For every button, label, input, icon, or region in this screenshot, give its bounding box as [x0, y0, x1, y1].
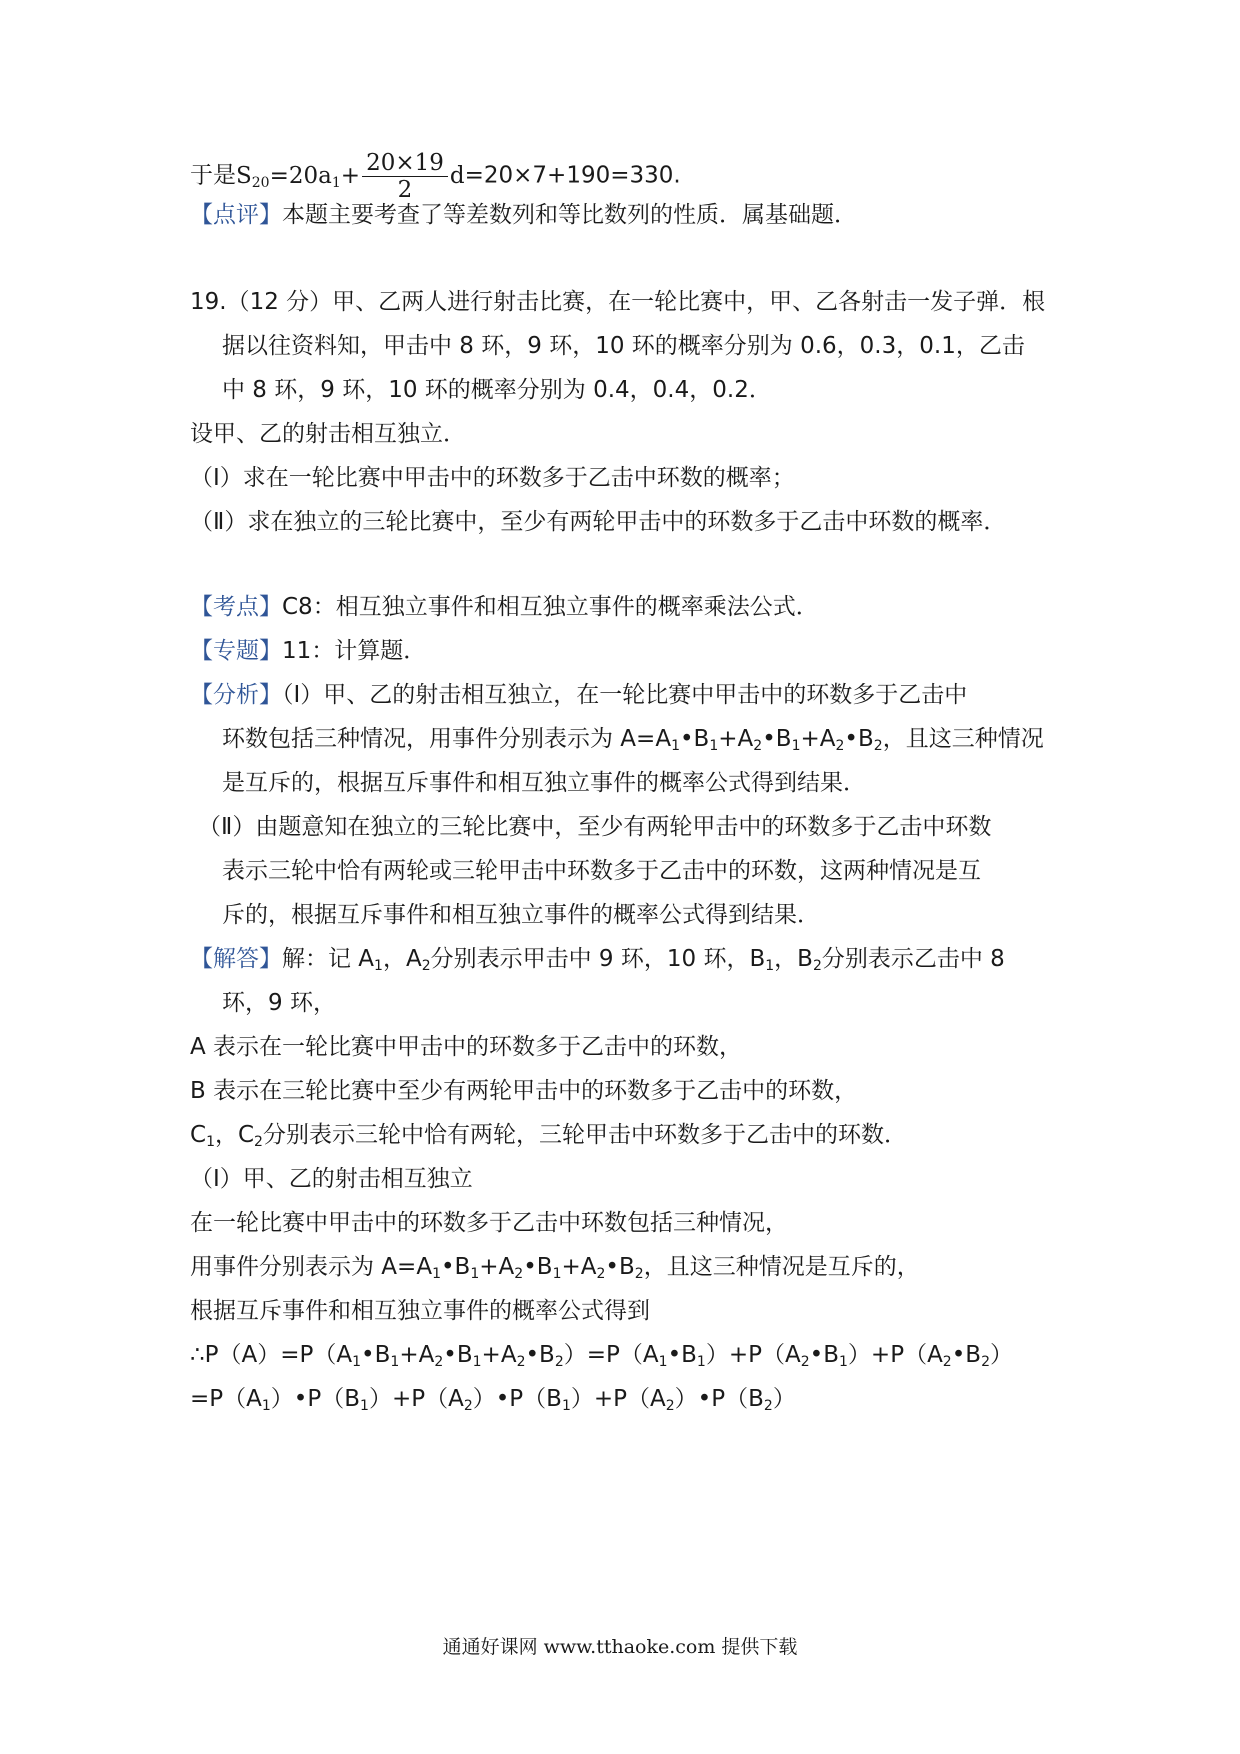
fenxi-text-2a: 环数包括三种情况，用事件分别表示为 A=A: [222, 726, 672, 752]
kaodian-text: C8：相互独立事件和相互独立事件的概率乘法公式．: [282, 594, 819, 620]
formula-rest: =20×7+190=330.: [464, 162, 681, 189]
jieda-text-8b: ，且这三种情况是互斥的，: [643, 1254, 920, 1280]
fenxi-line-3: 是互斥的，根据互斥事件和相互独立事件的概率公式得到结果．: [222, 770, 866, 796]
fenxi-text-1: （Ⅰ）甲、乙的射击相互独立，在一轮比赛中甲击中的环数多于乙击中: [282, 682, 968, 708]
jieda-text-1d: ，B: [774, 946, 813, 972]
fenxi-line-2: 环数包括三种情况，用事件分别表示为 $A=A_1•B_1+A_2•B_1+A_2•B_2$，且这三种情况: [222, 726, 1044, 754]
fenxi-text-2b: ，且这三种情况: [882, 726, 1044, 752]
jieda-line-4: B 表示在三轮比赛中至少有两轮甲击中的环数多于乙击中的环数，: [190, 1078, 858, 1104]
jieda-text-5a: C: [190, 1122, 207, 1148]
jieda-text-1c: 分别表示甲击中 9 环，10 环，B: [430, 946, 766, 972]
jieda-text-11a: =P（A: [190, 1386, 262, 1412]
zhuanti-line: [190, 636, 426, 666]
jieda-line-2: 环，9 环，: [222, 990, 336, 1016]
a-subscript: 1: [331, 174, 341, 191]
jieda-text-8a: 用事件分别表示为 A=A: [190, 1254, 433, 1280]
zhuanti-tag: 【专题】: [190, 638, 282, 664]
kaodian-line: [190, 592, 819, 622]
jieda-line-6: （Ⅰ）甲、乙的射击相互独立: [190, 1166, 473, 1192]
jieda-tag: 【解答】: [190, 946, 282, 972]
kaodian-tag: 【考点】: [190, 594, 282, 620]
question-part-2: （Ⅱ）求在独立的三轮比赛中，至少有两轮甲击中的环数多于乙击中环数的概率．: [190, 509, 1007, 535]
s-subscript: 20: [251, 174, 270, 191]
jieda-text-5b: ，C: [214, 1122, 255, 1148]
fenxi-tag: 【分析】: [190, 682, 282, 708]
fraction-numerator: 20×19: [362, 150, 448, 177]
question-line-4: 设甲、乙的射击相互独立．: [190, 421, 466, 447]
question-part-1: （Ⅰ）求在一轮比赛中甲击中的环数多于乙击中环数的概率；: [190, 465, 795, 491]
jieda-line-8: 用事件分别表示为 $A=A_1•B_1+A_2•B_1+A_2•B_2$，且这三种情况是互斥的，: [190, 1254, 920, 1282]
fenxi-line-5: 表示三轮中恰有两轮或三轮甲击中环数多于乙击中的环数，这两种情况是互: [222, 858, 981, 884]
formula-prefix: 于是: [190, 162, 236, 189]
fenxi-line-6: 斥的，根据互斥事件和相互独立事件的概率公式得到结果．: [222, 902, 820, 928]
comment-line: [190, 200, 857, 230]
s-symbol: S: [236, 162, 252, 189]
fraction-denominator: 2: [397, 177, 413, 203]
jieda-line-5: $C_1$，$C_2$分别表示三轮中恰有两轮，三轮甲击中环数多于乙击中的环数．: [190, 1122, 907, 1150]
page-footer: 通通好课网 www.tthaoke.com 提供下载: [442, 1636, 798, 1658]
comment-text: 本题主要考查了等差数列和等比数列的性质．属基础题．: [282, 202, 857, 228]
s20-formula-line: [190, 150, 681, 203]
d-symbol: d: [449, 162, 465, 189]
jieda-text-1e: 分别表示乙击中 8: [821, 946, 1005, 972]
zhuanti-text: 11：计算题．: [282, 638, 427, 664]
fenxi-line-1: [190, 680, 967, 710]
question-line-2: 据以往资料知，甲击中 8 环，9 环，10 环的概率分别为 0.6，0.3，0.1，乙击: [222, 333, 1025, 359]
jieda-line-9: 根据互斥事件和相互独立事件的概率公式得到: [190, 1298, 650, 1324]
formula-eq1: =20a: [269, 162, 332, 189]
jieda-text-1a: 解：记 A: [282, 946, 375, 972]
question-line-3: 中 8 环，9 环，10 环的概率分别为 0.4，0.4，0.2．: [222, 377, 772, 403]
jieda-text-5c: 分别表示三轮中恰有两轮，三轮甲击中环数多于乙击中的环数．: [262, 1122, 907, 1148]
fraction: [362, 150, 448, 203]
formula-plus: +: [340, 162, 361, 189]
comment-tag: 【点评】: [190, 202, 282, 228]
jieda-text-1b: ，A: [382, 946, 422, 972]
jieda-line-10: $\therefore P(A)=P(A_1•B_1+A_2•B_1+A_2•B_2)=P(A_1•B_1)+P(A_2•B_1)+P(A_2•B_2)$: [190, 1342, 1013, 1370]
jieda-line-1: 【解答】解：记 $A_1$，$A_2$分别表示甲击中 9 环，10 环，$B_1$，$B_2$分别表示乙击中 8: [190, 946, 1005, 974]
jieda-line-3: A 表示在一轮比赛中甲击中的环数多于乙击中的环数，: [190, 1034, 743, 1060]
question-line-1: 19.（12 分）甲、乙两人进行射击比赛，在一轮比赛中，甲、乙各射击一发子弹．根: [190, 289, 1046, 315]
jieda-text-10a: ∴P（A）=P（A: [190, 1342, 353, 1368]
fenxi-line-4: （Ⅱ）由题意知在独立的三轮比赛中，至少有两轮甲击中的环数多于乙击中环数: [198, 814, 992, 840]
jieda-line-11: $=P(A_1)•P(B_1)+P(A_2)•P(B_1)+P(A_2)•P(B_2)$: [190, 1386, 796, 1414]
jieda-line-7: 在一轮比赛中甲击中的环数多于乙击中环数包括三种情况，: [190, 1210, 788, 1236]
